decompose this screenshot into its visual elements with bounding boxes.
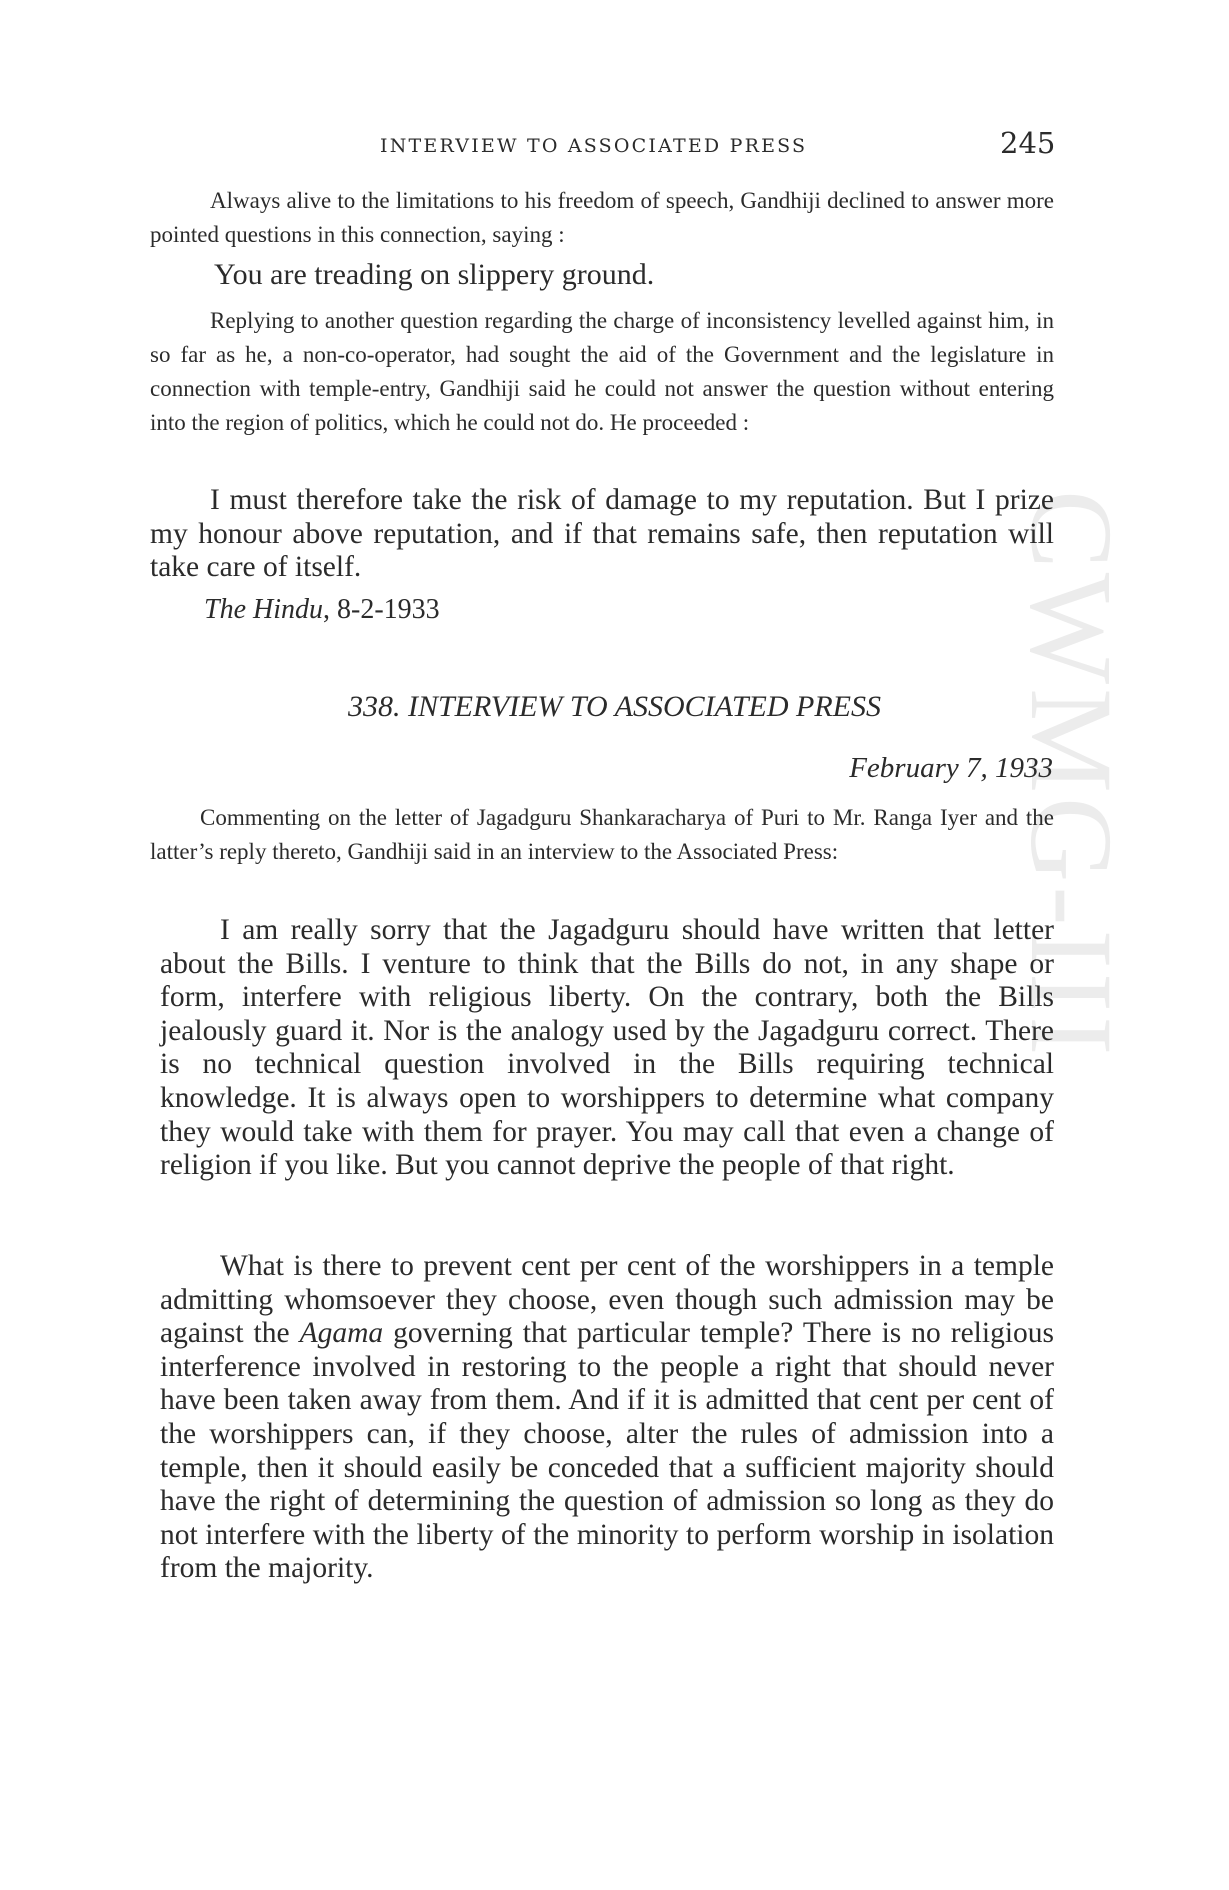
interview-paragraph-2-after: governing that particular temple? There is no religious interference involved in restoring to the people a right that should never have been taken away from them. And if it is admitted that cent per cent of the worshippers can, if they choose, alter the rules of admission into a temple, then it should easily be conceded that a sufficient majority should have the right of determining the question of admission so long as they do not interfere with the liberty of the minority to perform worship in isolation from the majority.: [160, 1317, 1054, 1585]
intro-paragraph: [150, 801, 1054, 869]
quote-2: I must therefore take the risk of damage to my reputation. But I prize my honour above reputation, and if that remains safe, then reputation will take care of itself.: [150, 484, 1054, 584]
running-header: INTERVIEW TO ASSOCIATED PRESS: [380, 135, 808, 157]
page-number: 245: [1000, 126, 1056, 160]
source-date: , 8-2-1933: [323, 594, 440, 625]
watermark: CWMG-III: [1006, 490, 1137, 1060]
interview-paragraph-2-before: What is there to prevent cent per cent of the worshippers in a temple admitting whomsoever they choose, even though such admission may be against the: [160, 1250, 1054, 1350]
source-citation: [204, 594, 440, 626]
source-publication: The Hindu: [204, 594, 323, 625]
quote-1: You are treading on slippery ground.: [214, 258, 655, 291]
agama-term: Agama: [299, 1317, 384, 1350]
section-date: February 7, 1933: [849, 752, 1053, 784]
section-title: 338. INTERVIEW TO ASSOCIATED PRESS: [347, 690, 882, 723]
interview-paragraph-2: [160, 1250, 1054, 1586]
interview-paragraph-1: I am really sorry that the Jagadguru should have written that letter about the Bills. I venture to think that the Bills do not, in any shape or form, interfere with religious liberty. On the contrary, both the Bills jealously guard it. Nor is the analogy used by the Jagadguru correct. There is no technical question involved in the Bills requiring technical knowledge. It is always open to worshippers to determine what company they would take with them for prayer. You may call that even a change of religion if you like. But you cannot deprive the people of that right.: [160, 914, 1054, 1182]
intro-text: Commenting on the letter of Jagadguru Shankaracharya of Puri to Mr. Ranga Iyer and the latter’s reply thereto, Gandhiji said in an interview to the Associated Press:: [150, 805, 1054, 864]
narrative-paragraph-2: Replying to another question regarding the charge of inconsistency levelled against him, in so far as he, a non-co-operator, had sought the aid of the Government and the legislature in connection with temple-entry, Gandhiji said he could not answer the question without entering into the region of politics, which he could not do. He proceeded :: [150, 308, 1054, 435]
narrative-paragraph-1: Always alive to the limitations to his freedom of speech, Gandhiji declined to answer more pointed questions in this connection, saying :: [150, 188, 1054, 247]
